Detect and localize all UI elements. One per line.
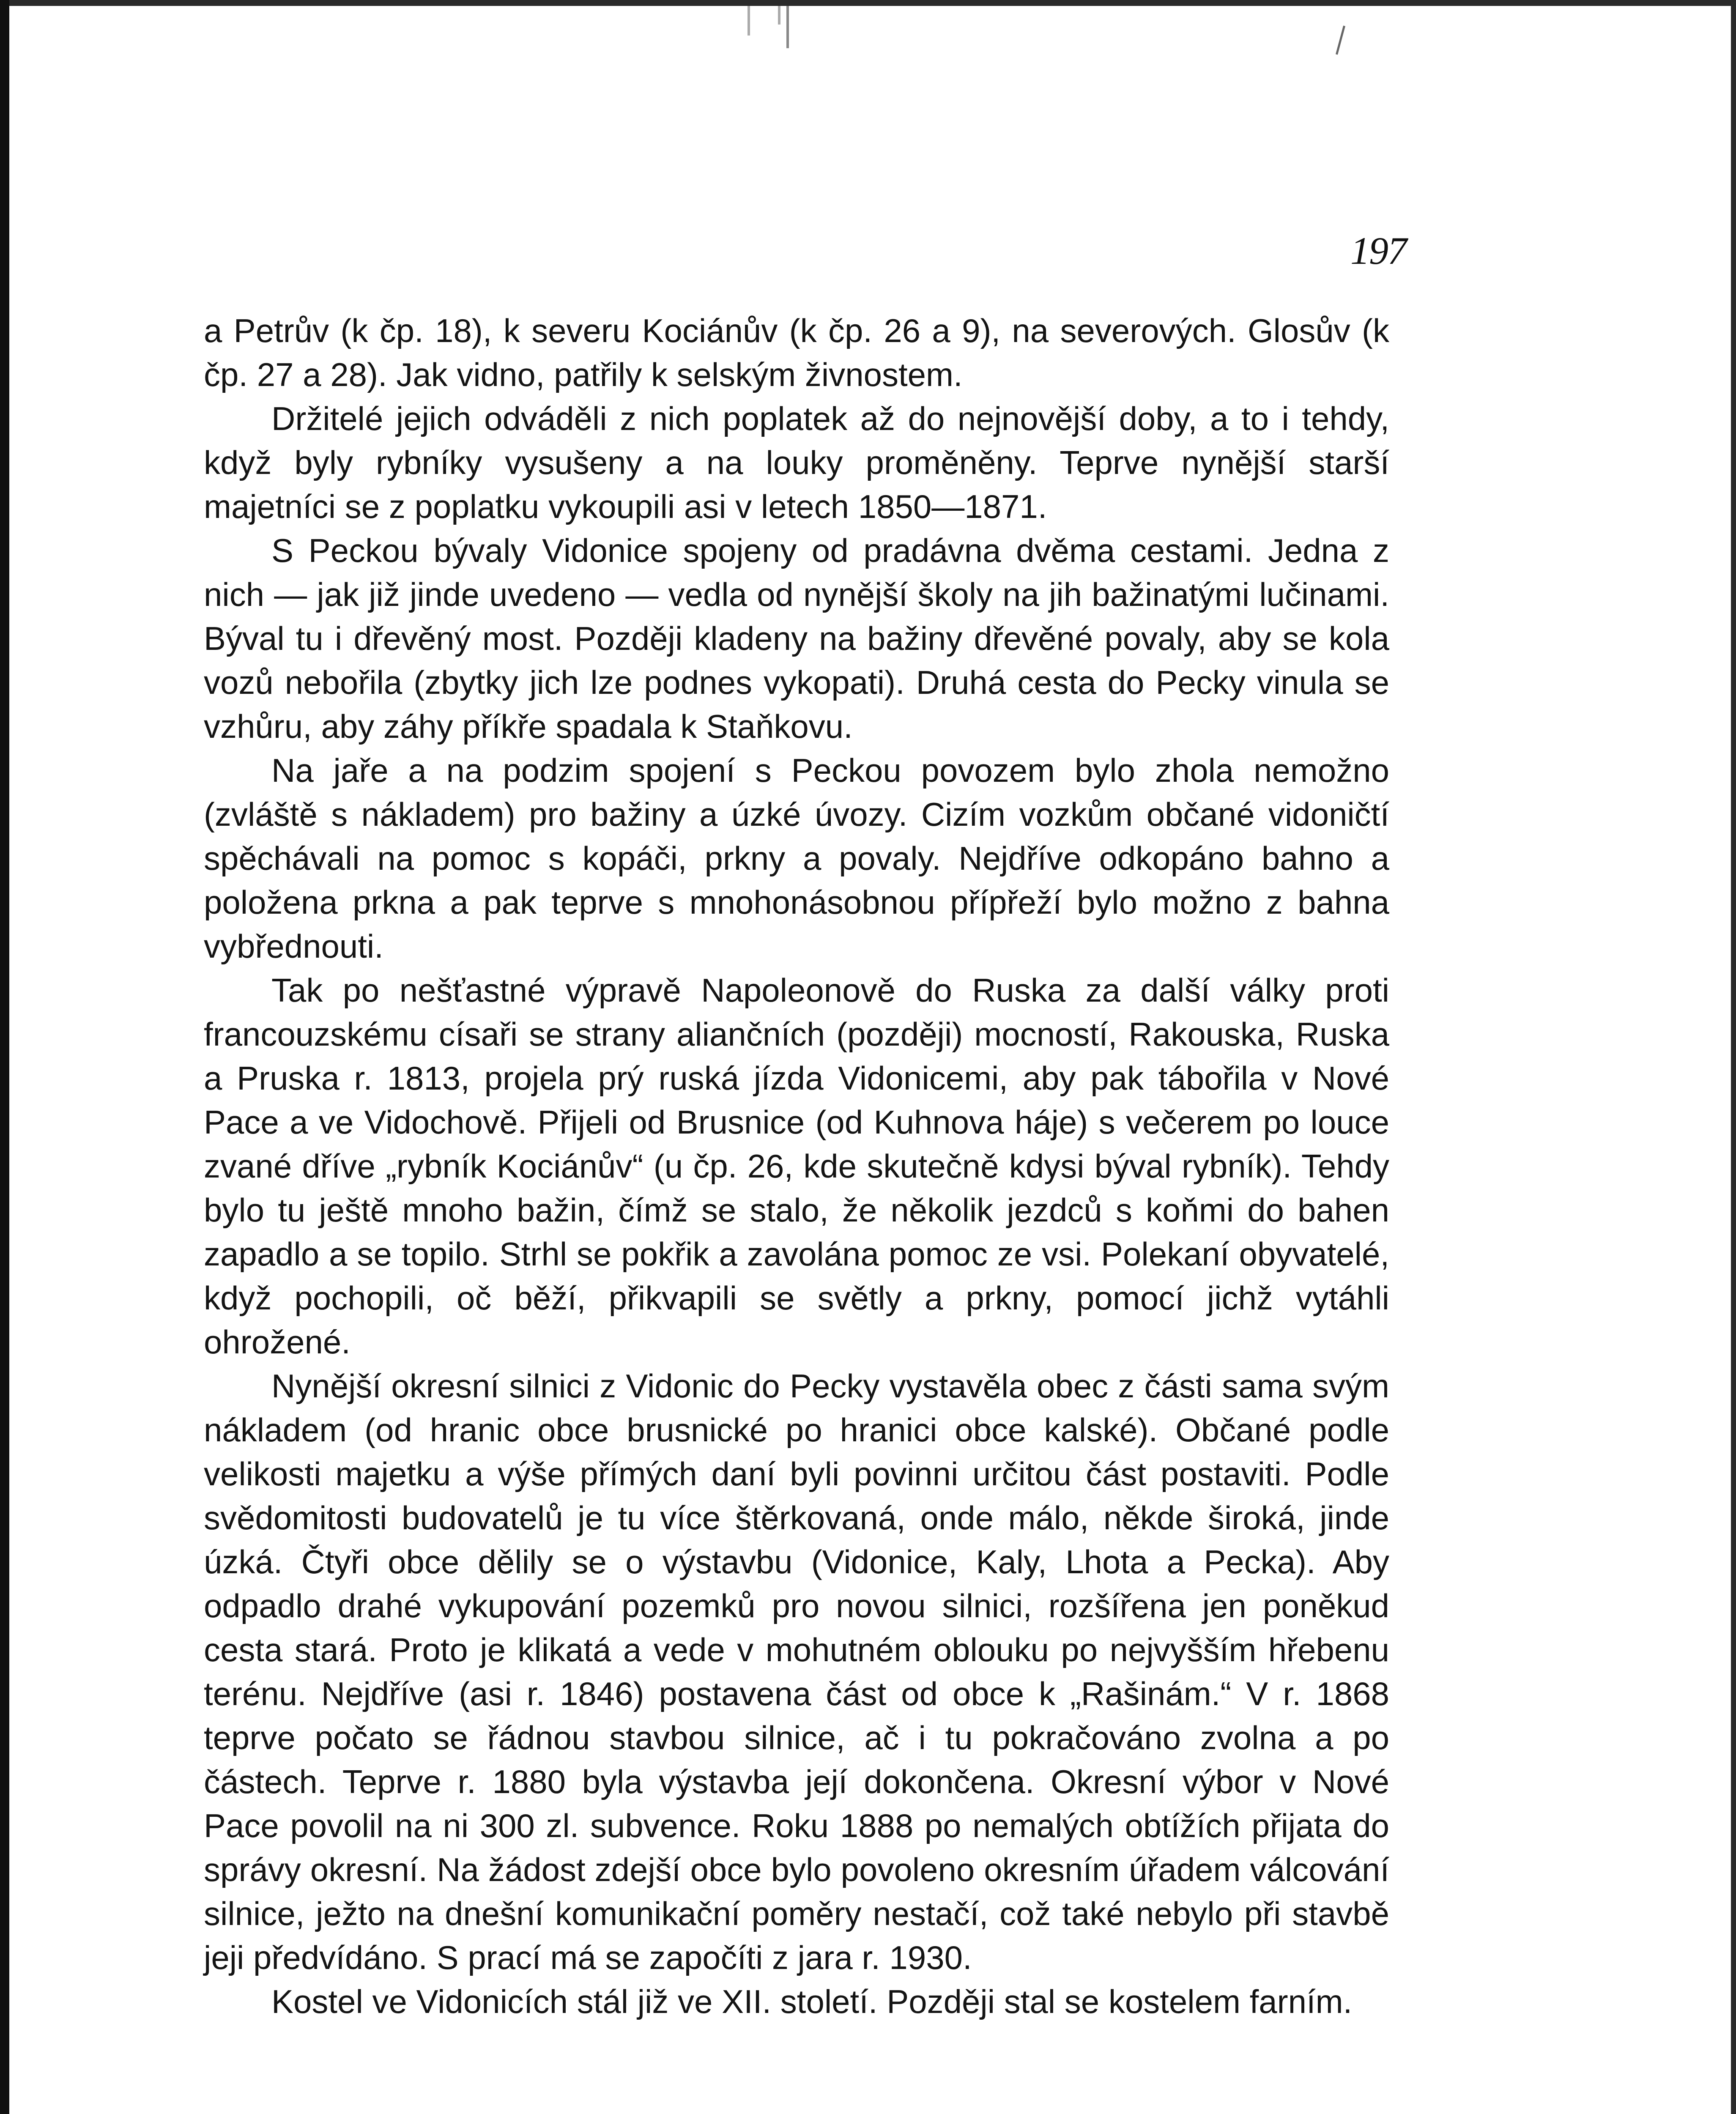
paragraph: S Peckou bývaly Vidonice spojeny od pradávna dvěma cestami. Jedna z nich — jak již jinde uvedeno — vedla od nynější školy na jih bažinatými lučinami. Býval tu i dřevěný most. Později kladeny na bažiny dřevěné povaly, aby se kola vozů nebořila (zbytky jich lze podnes vykopati). Druhá cesta do Pecky vinula se vzhůru, aby záhy příkře spadala k Staňkovu.: [204, 532, 1389, 745]
paragraph: Nynější okresní silnici z Vidonic do Pecky vystavěla obec z části sama svým nákladem (od hranic obce brusnické po hranici obce kalské). Občané podle velikosti majetku a výše přímých daní byli povinni určitou část postaviti. Podle svědomitosti budovatelů je tu více štěrkovaná, onde málo, někde široká, jinde úzká. Čtyři obce dělily se o výstavbu (Vidonice, Kaly, Lhota a Pecka). Aby odpadlo drahé vykupování pozemků pro novou silnici, rozšířena jen poněkud cesta stará. Proto je klikatá a vede v mohutném oblouku po nejvyšším hřebenu terénu. Nejdříve (asi r. 1846) postavena část od obce k „Rašinám.“ V r. 1868 teprve počato se řádnou stavbou silnice, ač i tu pokračováno zvolna a po částech. Teprve r. 1880 byla výstavba její dokončena. Okresní výbor v Nové Pace povolil na ni 300 zl. subvence. Roku 1888 po nemalých obtížích přijata do správy okresní. Na žádost zdejší obce bylo povoleno okresním úřadem válcování silnice, ježto na dnešní komunikační poměry nestačí, což také nebylo při stavbě jeji předvídáno. S prací má se započíti z jara r. 1930.: [204, 1367, 1389, 1976]
scan-artifact-mark: [786, 6, 789, 48]
paragraph: Držitelé jejich odváděli z nich poplatek až do nejnovější doby, a to i tehdy, když byly rybníky vysušeny a na louky proměněny. Teprve nynější starší majetníci se z poplatku vykoupili asi v letech 1850—1871.: [204, 400, 1389, 525]
scan-artifact-mark: [1336, 26, 1345, 55]
paragraph: Kostel ve Vidonicích stál již ve XII. století. Později stal se kostelem farním.: [271, 1983, 1353, 2020]
scan-border-left: [0, 0, 9, 2114]
scan-border-top: [0, 0, 1736, 6]
page-number: 197: [1350, 229, 1406, 272]
paragraph: a Petrův (k čp. 18), k severu Kociánův (k čp. 26 a 9), na severových. Glosův (k čp. 27 a 28). Jak vidno, patřily k selským živnostem.: [204, 312, 1389, 393]
paragraph: Tak po nešťastné výpravě Napoleonově do Ruska za další války proti francouzskému císaři se strany aliančních (později) mocností, Rakouska, Ruska a Pruska r. 1813, projela prý ruská jízda Vidonicemi, aby pak tábořila v Nové Pace a ve Vidochově. Přijeli od Brusnice (od Kuhnova háje) s večerem po louce zvané dříve „rybník Kociánův“ (u čp. 26, kde skutečně kdysi býval rybník). Tehdy bylo tu ještě mnoho bažin, čímž se stalo, že několik jezdců s koňmi do bahen zapadlo a se topilo. Strhl se pokřik a zavolána pomoc ze vsi. Polekaní obyvatelé, když pochopili, oč běží, přikvapili se světly a prkny, pomocí jichž vytáhli ohrožené.: [204, 972, 1389, 1361]
scan-border-right: [1731, 0, 1736, 2114]
scan-artifact-mark: [748, 6, 750, 36]
body-text: [204, 309, 1389, 2024]
scan-artifact-mark: [778, 6, 780, 25]
paragraph: Na jaře a na podzim spojení s Peckou povozem bylo zhola nemožno (zvláště s nákladem) pro bažiny a úzké úvozy. Cizím vozkům občané vidoničtí spěchávali na pomoc s kopáči, prkny a povaly. Nejdříve odkopáno bahno a položena prkna a pak teprve s mnohonásobnou přípřeží bylo možno z bahna vybřednouti.: [204, 752, 1389, 965]
